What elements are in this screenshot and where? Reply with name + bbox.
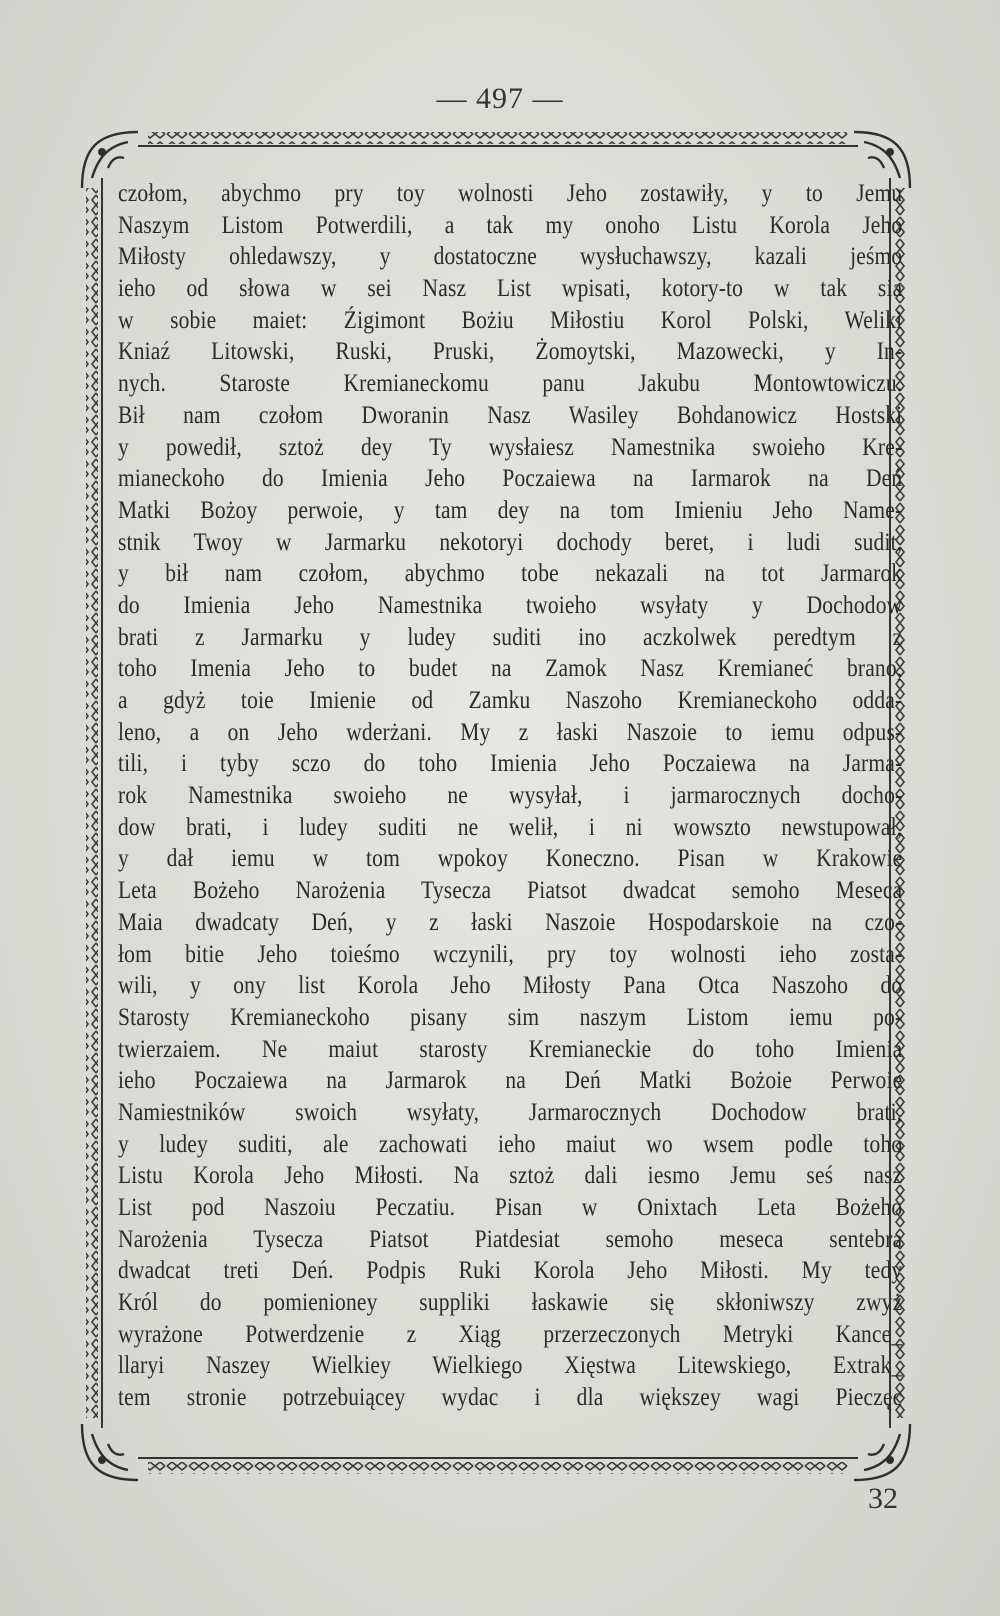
- text-line: brati z Jarmarku y ludey suditi ino aczkolwek peredtym z: [118, 623, 903, 651]
- text-line: Namiestników swoich wsyłaty, Jarmarocznych Dochodow brati,: [118, 1098, 903, 1126]
- text-line: łom bitie Jeho toieśmo wczynili, pry toy wolnosti ieho zosta-: [118, 940, 903, 968]
- body-text: [118, 178, 902, 1414]
- text-line: tem stronie potrzebuiącey wydac i dla większey wagi Pieczęc: [118, 1384, 903, 1412]
- text-line: y dał iemu w tom wpokoy Konecznо. Pisan w Krakowie: [118, 845, 903, 873]
- text-line: dwadcat treti Deń. Podpis Ruki Korola Jeho Miłosti. My tedy: [118, 1257, 903, 1285]
- text-line: Bił nam czołom Dworanin Nasz Wasiley Bohdanowicz Hostski: [118, 401, 903, 429]
- text-line: rok Namestnika swoieho ne wysyłał, i jarmarocznych docho-: [118, 782, 903, 810]
- text-line: wyrażone Potwerdzenie z Xiąg przerzeczonych Metryki Kance_: [118, 1320, 903, 1348]
- text-line: Król do pomienioney suppliki łaskawie się skłoniwszy zwyż: [118, 1289, 903, 1317]
- text-line: ieho Poczaiewa na Jarmarok na Deń Matki Bożoie Perwoie: [118, 1067, 903, 1095]
- text-line: mianeckoho do Imienia Jeho Poczaiewa na Iarmarok na Deń: [118, 465, 903, 493]
- text-line: czołom, abychmo pry toy wolnosti Jeho zostawiły, y to Jemu: [118, 180, 903, 207]
- text-line: wili, y ony list Korola Jeho Miłosty Pana Otca Naszoho do: [118, 972, 903, 1000]
- text-line: Maia dwadcaty Deń, y z łaski Naszoie Hospodarskoie na czo-: [118, 908, 903, 936]
- text-line: w sobie maiet: Źigimont Bożiu Miłostiu Korol Polski, Weliki: [118, 306, 903, 334]
- text-line: dow brati, i ludey suditi ne welił, i ni wowszto newstupował,: [118, 813, 903, 841]
- text-line: Listu Korola Jeho Miłosti. Na sztoż dali iesmo Jemu seś nasz: [118, 1162, 903, 1190]
- text-line: y bił nam czołom, abychmo tobe nekazali na tot Jarmarok: [118, 560, 903, 588]
- text-line: ieho od słowa w sei Nasz List wpisati, kotory-to w tak sia: [118, 275, 903, 303]
- text-line: twierzaiem. Ne maiut starosty Kremianeckie do toho Imienia: [118, 1035, 903, 1063]
- text-line: llaryi Naszey Wielkiey Wielkiego Xięstwa Litewskiego, Extrak_: [118, 1352, 903, 1380]
- page-number: — 497 —: [436, 82, 564, 115]
- signature-mark: 32: [868, 1482, 898, 1515]
- text-line: Narożenia Tysecza Piatsot Piatdesiat semoho meseca sentebra: [118, 1225, 903, 1253]
- text-line: Leta Bożeho Narożenia Tysecza Piatsot dwadcat semoho Meseca: [118, 877, 903, 905]
- text-line: tili, i tyby sczo do toho Imienia Jeho Poczaiewa na Jarma-: [118, 750, 903, 778]
- text-line: do Imienia Jeho Namestnika twoieho wsyłaty y Dochodow: [118, 591, 903, 619]
- text-line: Starosty Kremianeckoho pisany sim naszym Listom iemu po-: [118, 1003, 903, 1031]
- text-line: a gdyż toie Imienie od Zamku Naszoho Kremianeckoho odda-: [118, 687, 903, 714]
- text-line: y powedił, sztoż dey Ty wysłaiesz Namestnika swoieho Kre-: [118, 433, 903, 461]
- text-line: y ludey suditi, ale zachowati ieho maiut wo wsem podle toho: [118, 1130, 903, 1158]
- text-line: toho Imenia Jeho to budet na Zamok Nasz Kremianeć brano,: [118, 655, 903, 683]
- text-line: nych. Staroste Kremianeckomu panu Jakubu Montowtowiczu.: [118, 370, 903, 398]
- text-line: Matki Bożoy perwoie, y tam dey na tom Imieniu Jeho Name-: [118, 496, 903, 524]
- text-line: Kniaź Litowski, Ruski, Pruski, Żomoytski, Mazowecki, y In-: [118, 338, 903, 366]
- text-line: Naszym Listom Potwerdili, a tak my onoho Listu Korola Jeho: [118, 211, 903, 239]
- text-line: List pod Naszoiu Peczatiu. Pisan w Onixtach Leta Bożeho: [118, 1194, 903, 1221]
- text-line: stnik Twoy w Jarmarku nekotoryi dochody beret, i ludi sudit,: [118, 528, 903, 556]
- text-line: leno, a on Jeho wderżani. My z łaski Naszoie to iemu odpus-: [118, 718, 903, 746]
- text-line: Miłosty ohledawszy, y dostatoczne wysłuchawszy, kazali jeśmo: [118, 243, 903, 271]
